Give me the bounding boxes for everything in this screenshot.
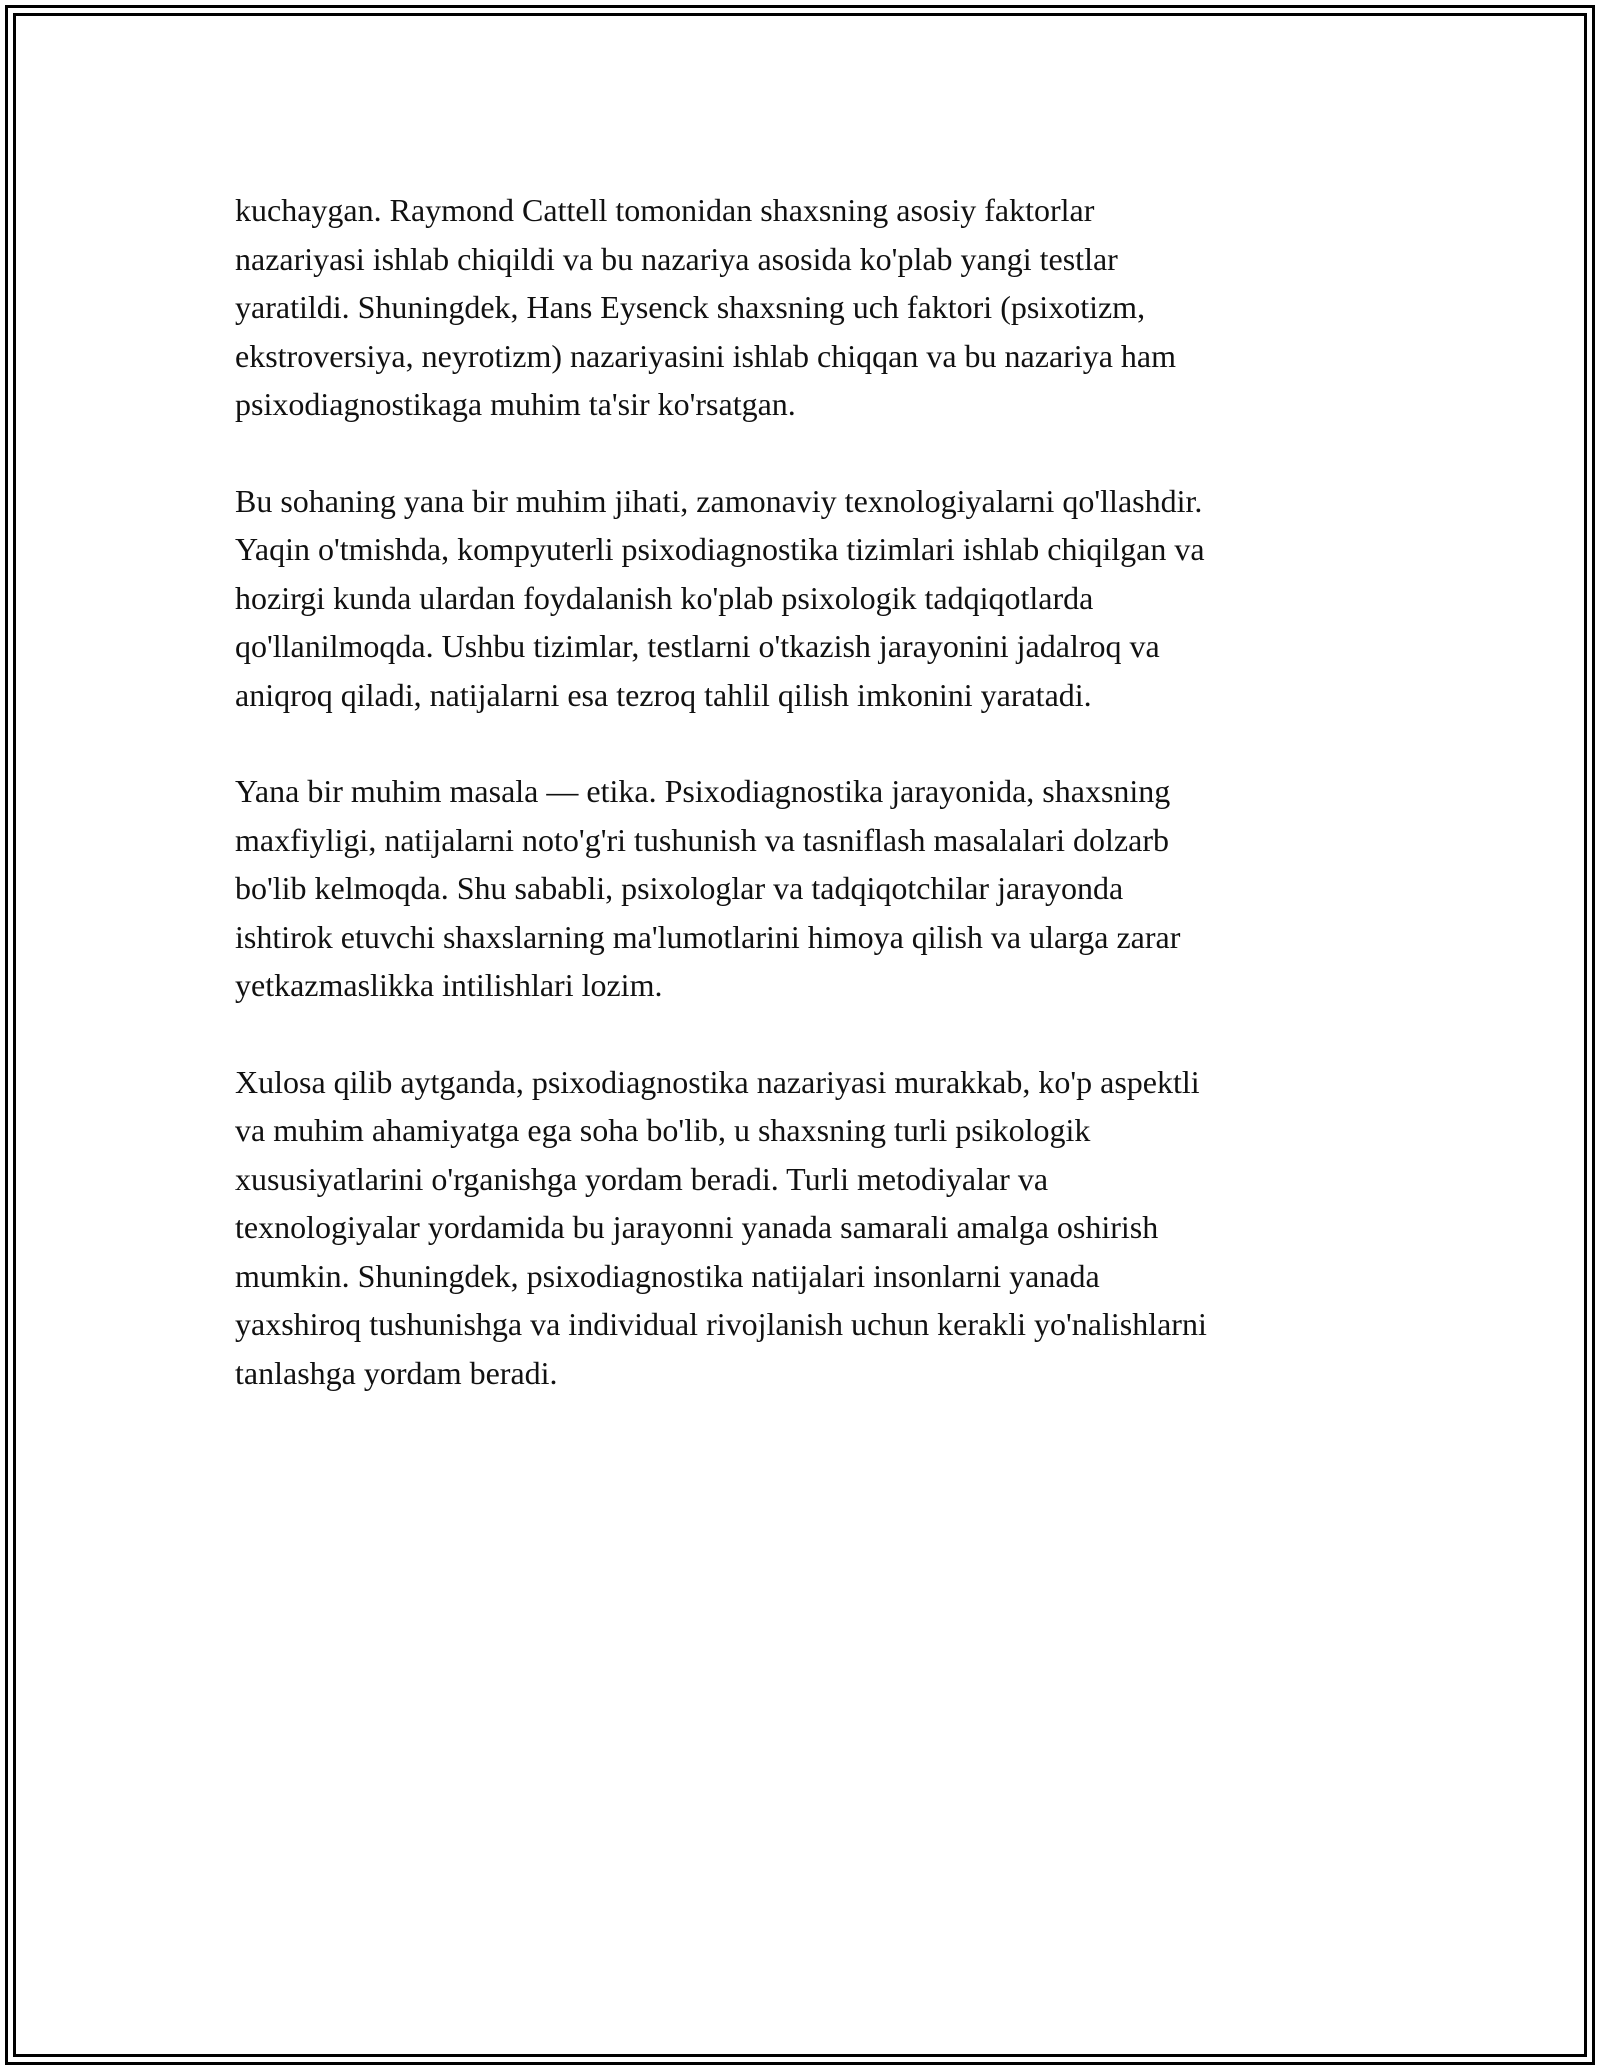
text-line: ishtirok etuvchi shaxslarning ma'lumotlarini himoya qilish va ularga zarar (235, 918, 1181, 955)
paragraph-1 (235, 186, 1365, 429)
text-line: tanlashga yordam beradi. (235, 1354, 558, 1391)
text-line: hozirgi kunda ulardan foydalanish ko'plab psixologik tadqiqotlarda (235, 579, 1094, 616)
text-line: va muhim ahamiyatga ega soha bo'lib, u shaxsning turli psikologik (235, 1112, 1091, 1148)
text-line: ekstroversiya, neyrotizm) nazariyasini ishlab chiqqan va bu nazariya ham (235, 337, 1176, 374)
text-line: nazariyasi ishlab chiqildi va bu nazariya asosida ko'plab yangi testlar (235, 240, 1118, 277)
text-line: maxfiyligi, natijalarni noto'g'ri tushunish va tasniflash masalalari dolzarb (235, 821, 1169, 858)
paragraph-4 (235, 1058, 1365, 1398)
paragraph-3 (235, 767, 1365, 1010)
document-body (235, 186, 1365, 1445)
text-line: qo'llanilmoqda. Ushbu tizimlar, testlarni o'tkazish jarayonini jadalroq va (235, 628, 1160, 664)
text-line: kuchaygan. Raymond Cattell tomonidan shaxsning asosiy faktorlar (235, 192, 1095, 228)
text-line: Xulosa qilib aytganda, psixodiagnostika nazariyasi murakkab, ko'p aspektli (235, 1063, 1200, 1100)
text-line: Bu sohaning yana bir muhim jihati, zamonaviy texnologiyalarni qo'llashdir. (235, 482, 1203, 519)
text-line: yetkazmaslikka intilishlari lozim. (235, 967, 663, 1003)
text-line: bo'lib kelmoqda. Shu sababli, psixologlar va tadqiqotchilar jarayonda (235, 870, 1124, 906)
text-line: aniqroq qiladi, natijalarni esa tezroq tahlil qilish imkonini yaratadi. (235, 676, 1092, 713)
text-line: xususiyatlarini o'rganishga yordam beradi. Turli metodiyalar va (235, 1160, 1049, 1197)
text-line: mumkin. Shuningdek, psixodiagnostika natijalari insonlarni yanada (235, 1257, 1100, 1294)
text-line: yaratildi. Shuningdek, Hans Eysenck shaxsning uch faktori (psixotizm, (235, 289, 1146, 325)
text-line: psixodiagnostikaga muhim ta'sir ko'rsatgan. (235, 386, 796, 422)
paragraph-2 (235, 477, 1365, 720)
text-line: Yana bir muhim masala — etika. Psixodiagnostika jarayonida, shaxsning (235, 773, 1171, 809)
text-line: texnologiyalar yordamida bu jarayonni yanada samarali amalga oshirish (235, 1209, 1159, 1245)
text-line: yaxshiroq tushunishga va individual rivojlanish uchun kerakli yo'nalishlarni (235, 1306, 1207, 1342)
text-line: Yaqin o'tmishda, kompyuterli psixodiagnostika tizimlari ishlab chiqilgan va (235, 531, 1205, 567)
